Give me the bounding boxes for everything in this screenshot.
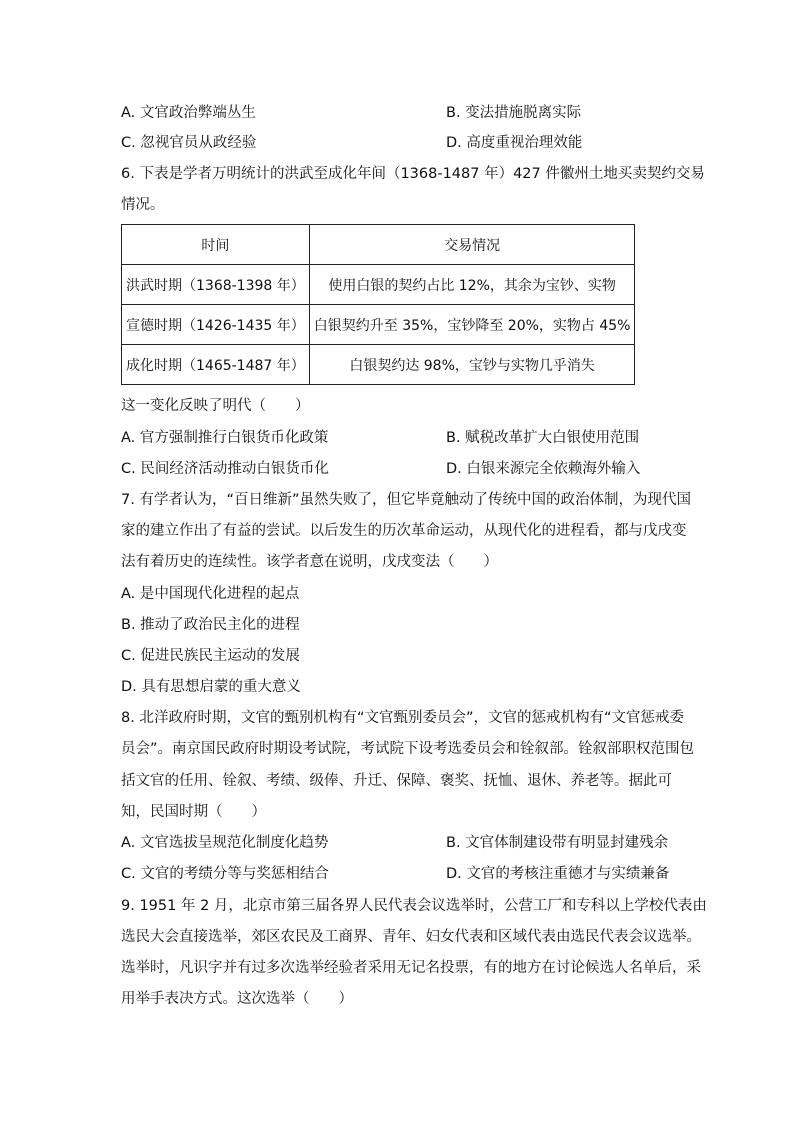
- trade-table: [121, 224, 635, 385]
- q6-option-a: A. 官方强制推行白银货币化政策: [121, 430, 329, 446]
- table-cell-period: 宣德时期（1426-1435 年）: [122, 305, 310, 345]
- table-cell-period: 洪武时期（1368-1398 年）: [122, 265, 310, 305]
- q8-stem-line-2: 员会”。南京国民政府时期设考试院，考试院下设考选委员会和铨叙部。铨叙部职权范围包: [121, 741, 695, 757]
- q6-option-d: D. 白银来源完全依赖海外输入: [446, 461, 641, 477]
- q9-stem-line-3: 选举时，凡识字并有过多次选举经验者采用无记名投票，有的地方在讨论候选人名单后，采: [121, 960, 701, 976]
- q8-stem-line-4: 知，民国时期（ ）: [121, 804, 266, 820]
- q7-option-a: A. 是中国现代化进程的起点: [121, 586, 300, 602]
- q8-option-d: D. 文官的考核注重德才与实绩兼备: [446, 866, 670, 882]
- table-header-row: [122, 225, 635, 265]
- q7-option-c: C. 促进民族民主运动的发展: [121, 648, 300, 664]
- table-cell-trade: 白银契约升至 35%，宝钞降至 20%，实物占 45%: [309, 305, 635, 345]
- q6-stem-line-2: 情况。: [121, 197, 165, 213]
- q8-stem-line-3: 括文官的任用、铨叙、考绩、级俸、升迁、保障、褒奖、抚恤、退休、养老等。据此可: [121, 773, 672, 789]
- q6-stem-line-1: 6. 下表是学者万明统计的洪武至成化年间（1368-1487 年）427 件徽州土地买卖契约交易: [121, 166, 705, 182]
- q9-stem-line-4: 用举手表决方式。这次选举（ ）: [121, 991, 353, 1007]
- q5-option-a: A. 文官政治弊端丛生: [121, 105, 256, 121]
- table-cell-trade: 白银契约达 98%，宝钞与实物几乎消失: [309, 345, 635, 385]
- q6-option-c: C. 民间经济活动推动白银货币化: [121, 461, 329, 477]
- q6-option-b: B. 赋税改革扩大白银使用范围: [446, 430, 640, 446]
- table-row: [122, 265, 635, 305]
- q8-option-a: A. 文官选拔呈规范化制度化趋势: [121, 835, 329, 851]
- table-header-time: 时间: [122, 225, 310, 265]
- q7-stem-line-2: 家的建立作出了有益的尝试。以后发生的历次革命运动，从现代化的进程看，都与戊戌变: [121, 523, 687, 539]
- q7-option-b: B. 推动了政治民主化的进程: [121, 617, 300, 633]
- q9-stem-line-1: 9. 1951 年 2 月，北京市第三届各界人民代表会议选举时，公营工厂和专科以上学校代表由: [121, 898, 707, 914]
- q5-option-d: D. 高度重视治理效能: [446, 135, 583, 151]
- q7-option-d: D. 具有思想启蒙的重大意义: [121, 679, 301, 695]
- q5-option-b: B. 变法措施脱离实际: [446, 105, 582, 121]
- q8-stem-line-1: 8. 北洋政府时期，文官的甄别机构有“文官甄别委员会”，文官的惩戒机构有“文官惩戒委: [121, 710, 684, 726]
- q7-stem-line-3: 法有着历史的连续性。该学者意在说明，戊戌变法（ ）: [121, 554, 498, 570]
- table-cell-trade: 使用白银的契约占比 12%，其余为宝钞、实物: [309, 265, 635, 305]
- table-row: [122, 305, 635, 345]
- table-header-trade: 交易情况: [309, 225, 635, 265]
- q7-stem-line-1: 7. 有学者认为，“百日维新”虽然失败了，但它毕竟触动了传统中国的政治体制，为现代国: [121, 492, 691, 508]
- q9-stem-line-2: 选民大会直接选举，郊区农民及工商界、青年、妇女代表和区域代表由选民代表会议选举。: [121, 929, 701, 945]
- q6-question: 这一变化反映了明代（ ）: [121, 398, 310, 414]
- q8-option-c: C. 文官的考绩分等与奖惩相结合: [121, 866, 329, 882]
- q5-option-c: C. 忽视官员从政经验: [121, 135, 257, 151]
- table-cell-period: 成化时期（1465-1487 年）: [122, 345, 310, 385]
- q8-option-b: B. 文官体制建设带有明显封建残余: [446, 835, 669, 851]
- table-row: [122, 345, 635, 385]
